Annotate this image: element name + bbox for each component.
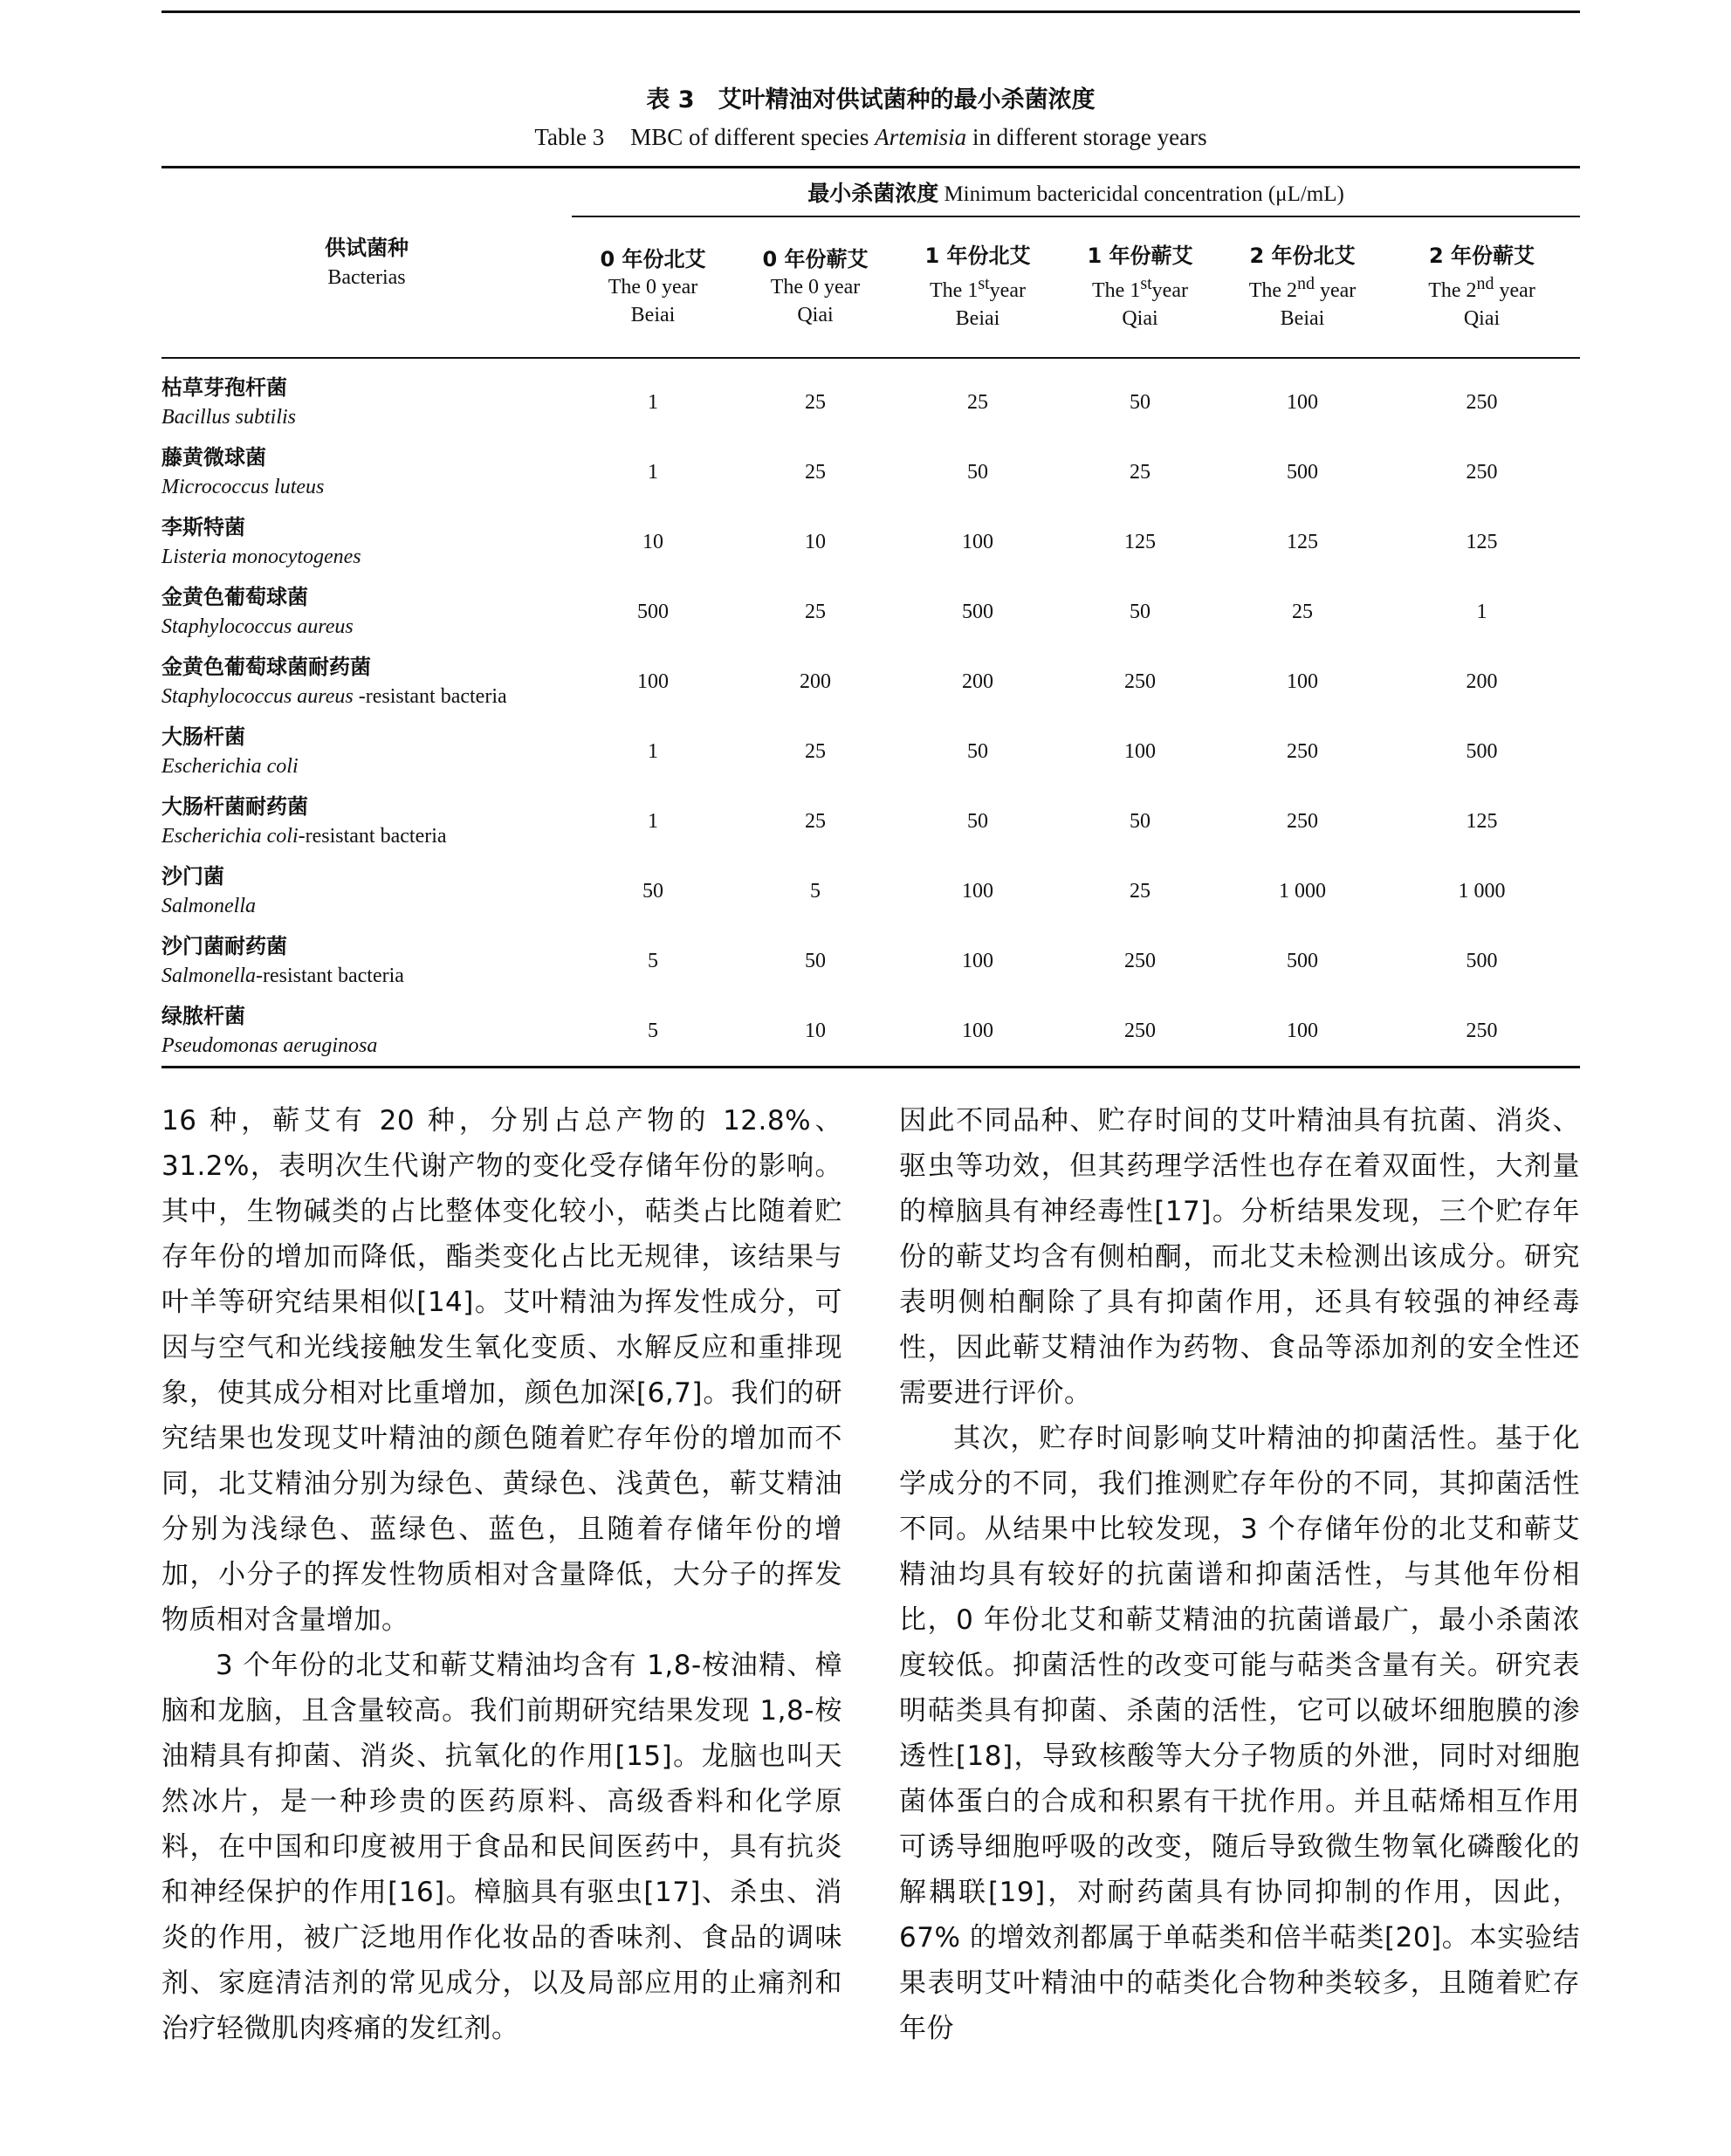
mbc-value: 10 (805, 1019, 826, 1042)
mbc-value: 100 (962, 530, 993, 553)
bacteria-scientific-name: Bacillus subtilis (161, 406, 297, 429)
table-caption-text-a: MBC of different species (630, 124, 876, 150)
column-header (572, 216, 734, 358)
table-row (161, 358, 1580, 437)
column-header-en-year: The 1styear (1092, 274, 1188, 302)
table-caption-en (161, 124, 1580, 151)
mbc-value: 100 (1124, 739, 1156, 763)
mbc-table (161, 166, 1580, 1068)
bacteria-name-cn: 金黄色葡萄球菌耐药菌 (161, 655, 371, 679)
table-caption-genus: Artemisia (875, 124, 967, 150)
mbc-value: 125 (1287, 530, 1318, 553)
bacteria-header-en: Bacterias (327, 266, 406, 289)
paragraph: 16 种，蕲艾有 20 种，分别占总产物的 12.8%、31.2%，表明次生代谢产物的变化受存储年份的影响。其中，生物碱类的占比整体变化较小，萜类占比随着贮存年份的增加而降低，酯类变化占比无规律，该结果与叶羊等研究结果相似[14]。艾叶精油为挥发性成分，可因与空气和光线接触发生氧化变质、水解反应和重排现象，使其成分相对比重增加，颜色加深[6,7]。我们的研究结果也发现艾叶精油的颜色随着贮存年份的增加而不同，北艾精油分别为绿色、黄绿色、浅黄色，蕲艾精油分别为浅绿色、蓝绿色、蓝色，且随着存储年份的增加，小分子的挥发性物质相对含量降低，大分子的挥发物质相对含量增加。 (161, 1105, 842, 1636)
paragraph: 3 个年份的北艾和蕲艾精油均含有 1,8-桉油精、樟脑和龙脑，且含量较高。我们前期研究结果发现 1,8-桉油精具有抑菌、消炎、抗氧化的作用[15]。龙脑也叫天然冰片，是一种珍贵的医药原料、高级香料和化学原料，在中国和印度被用于食品和民间医药中，具有抗炎和神经保护的作用[16]。樟脑具有驱虫[17]、杀虫、消炎的作用，被广泛地用作化妆品的香味剂、食品的调味剂、家庭清洁剂的常见成分，以及局部应用的止痛剂和治疗轻微肌肉疼痛的发红剂。 (161, 1650, 842, 2044)
mbc-value: 500 (962, 600, 993, 623)
bacteria-name-sci (161, 472, 572, 502)
mbc-value: 25 (805, 600, 826, 623)
column-header (1384, 216, 1580, 358)
column-header-en-year: The 0 year (770, 276, 861, 299)
mbc-span-header-en: Minimum bactericidal concentration (μL/mL) (938, 182, 1344, 206)
mbc-value: 1 000 (1458, 879, 1506, 903)
resistance-suffix: -resistant bacteria (256, 965, 404, 987)
bacteria-name (161, 437, 572, 507)
bacteria-scientific-name: Staphylococcus aureus (161, 615, 354, 638)
mbc-value: 200 (800, 669, 831, 693)
bacteria-name-cn: 沙门菌耐药菌 (161, 934, 287, 958)
table-row (161, 507, 1580, 577)
bacteria-name-cn: 金黄色葡萄球菌 (161, 585, 308, 609)
mbc-value: 50 (967, 809, 988, 833)
table-row (161, 577, 1580, 647)
mbc-value: 50 (1130, 390, 1151, 414)
table-caption-text-b: in different storage years (966, 124, 1207, 150)
mbc-value: 50 (642, 879, 663, 903)
column-header-variety: Qiai (1463, 307, 1501, 330)
bacteria-header (161, 168, 572, 359)
bacteria-scientific-name: Micrococcus luteus (161, 476, 325, 498)
table-caption-cn: 表 3 艾叶精油对供试菌种的最小杀菌浓度 (646, 86, 1096, 113)
mbc-value: 250 (1466, 390, 1498, 414)
mbc-value: 100 (962, 879, 993, 903)
bacteria-scientific-name: Salmonella (161, 895, 256, 917)
bacteria-name (161, 647, 572, 717)
mbc-value: 50 (967, 460, 988, 484)
mbc-value: 25 (805, 809, 826, 833)
bacteria-name (161, 786, 572, 856)
table-row (161, 786, 1580, 856)
mbc-value: 1 000 (1279, 879, 1326, 903)
mbc-value: 250 (1466, 460, 1498, 484)
bacteria-name-sci (161, 891, 572, 921)
bacteria-name-sci (161, 682, 572, 711)
mbc-value: 500 (1466, 949, 1498, 972)
bacteria-name (161, 717, 572, 786)
mbc-value: 500 (637, 600, 669, 623)
bacteria-name-sci (161, 1031, 572, 1061)
resistance-suffix: -resistant bacteria (298, 825, 447, 848)
column-header-cn: 0 年份蕲艾 (762, 247, 869, 271)
column-header-cn: 0 年份北艾 (600, 247, 706, 271)
bacteria-scientific-name: Pseudomonas aeruginosa (161, 1034, 378, 1057)
bacteria-scientific-name: Salmonella (161, 965, 256, 987)
column-header-ordinal: st (978, 274, 990, 293)
mbc-value: 50 (1130, 809, 1151, 833)
bacteria-name (161, 577, 572, 647)
mbc-value: 125 (1466, 530, 1498, 553)
mbc-value: 25 (805, 739, 826, 763)
column-header-variety: Qiai (1122, 307, 1158, 330)
body-column-left (161, 1098, 842, 2051)
mbc-value: 250 (1124, 949, 1156, 972)
bacteria-scientific-name: Listeria monocytogenes (161, 546, 361, 568)
mbc-value: 250 (1287, 809, 1318, 833)
column-header-variety: Beiai (630, 304, 676, 326)
bacteria-scientific-name: Staphylococcus aureus (161, 685, 354, 708)
paragraph: 其次，贮存时间影响艾叶精油的抑菌活性。基于化学成分的不同，我们推测贮存年份的不同，其抑菌活性不同。从结果中比较发现，3 个存储年份的北艾和蕲艾精油均具有较好的抗菌谱和抑菌活性，与其他年份相比，0 年份北艾和蕲艾精油的抗菌谱最广，最小杀菌浓度较低。抑菌活性的改变可能与萜类含量有关。研究表明萜类具有抑菌、杀菌的活性，它可以破坏细胞膜的渗透性[18]，导致核酸等大分子物质的外泄，同时对细胞菌体蛋白的合成和积累有干扰作用。并且萜烯相互作用可诱导细胞呼吸的改变，随后导致微生物氧化磷酸化的解耦联[19]，对耐药菌具有协同抑制的作用，因此，67% 的增效剂都属于单萜类和倍半萜类[20]。本实验结果表明艾叶精油中的萜类化合物种类较多，且随着贮存年份 (899, 1423, 1580, 2044)
bacteria-name-sci (161, 542, 572, 572)
mbc-value: 200 (1466, 669, 1498, 693)
bacteria-name (161, 926, 572, 996)
bacteria-name (161, 358, 572, 437)
column-header-en-year: The 2nd year (1428, 274, 1535, 302)
mbc-span-header (572, 168, 1580, 217)
table-row (161, 996, 1580, 1068)
bacteria-name-cn: 绿脓杆菌 (161, 1004, 245, 1028)
bacteria-scientific-name: Escherichia coli (161, 825, 299, 848)
mbc-value: 25 (1130, 460, 1151, 484)
mbc-value: 5 (810, 879, 821, 903)
mbc-value: 1 (1476, 600, 1487, 623)
column-header-cn: 2 年份蕲艾 (1428, 244, 1535, 268)
mbc-value: 250 (1466, 1019, 1498, 1042)
bacteria-name-cn: 大肠杆菌 (161, 724, 245, 749)
mbc-value: 5 (648, 949, 658, 972)
mbc-value: 50 (1130, 600, 1151, 623)
bacteria-name-sci (161, 402, 572, 432)
column-header (896, 216, 1059, 358)
mbc-value: 5 (648, 1019, 658, 1042)
table-row (161, 717, 1580, 786)
mbc-value: 1 (648, 809, 658, 833)
mbc-value: 250 (1124, 669, 1156, 693)
bacteria-name-sci (161, 961, 572, 991)
column-header-variety: Beiai (955, 307, 1000, 330)
mbc-value: 25 (805, 390, 826, 414)
mbc-value: 50 (805, 949, 826, 972)
column-header-variety: Qiai (797, 304, 834, 326)
bacteria-name-sci (161, 821, 572, 851)
bacteria-name-sci (161, 612, 572, 642)
bacteria-name-cn: 大肠杆菌耐药菌 (161, 794, 308, 819)
table-row (161, 647, 1580, 717)
resistance-suffix: -resistant bacteria (353, 685, 507, 708)
mbc-value: 200 (962, 669, 993, 693)
mbc-value: 100 (962, 949, 993, 972)
mbc-value: 125 (1124, 530, 1156, 553)
column-header-cn: 2 年份北艾 (1249, 244, 1356, 268)
mbc-value: 100 (1287, 669, 1318, 693)
table-row (161, 437, 1580, 507)
column-header (734, 216, 896, 358)
column-header-ordinal: nd (1297, 274, 1315, 293)
mbc-value: 100 (962, 1019, 993, 1042)
mbc-value: 500 (1466, 739, 1498, 763)
bacteria-name-cn: 枯草芽孢杆菌 (161, 375, 287, 400)
mbc-value: 100 (1287, 1019, 1318, 1042)
table-row (161, 856, 1580, 926)
mbc-value: 100 (637, 669, 669, 693)
column-header-variety: Beiai (1280, 307, 1325, 330)
bacteria-name-cn: 李斯特菌 (161, 515, 245, 539)
column-header-en-year: The 2nd year (1248, 274, 1357, 302)
bacteria-name-sci (161, 752, 572, 781)
column-header-cn: 1 年份蕲艾 (1087, 244, 1193, 268)
mbc-value: 10 (642, 530, 663, 553)
mbc-span-header-cn: 最小杀菌浓度 (807, 181, 939, 206)
mbc-value: 10 (805, 530, 826, 553)
mbc-value: 500 (1287, 949, 1318, 972)
bacteria-name (161, 996, 572, 1068)
mbc-value: 100 (1287, 390, 1318, 414)
mbc-value: 25 (805, 460, 826, 484)
mbc-value: 1 (648, 739, 658, 763)
mbc-value: 250 (1124, 1019, 1156, 1042)
mbc-value: 1 (648, 460, 658, 484)
bacteria-name-cn: 沙门菌 (161, 864, 224, 889)
bacteria-header-cn: 供试菌种 (325, 236, 409, 260)
column-header-en-year: The 1styear (930, 274, 1026, 302)
paragraph: 因此不同品种、贮存时间的艾叶精油具有抗菌、消炎、驱虫等功效，但其药理学活性也存在着双面性，大剂量的樟脑具有神经毒性[17]。分析结果发现，三个贮存年份的蕲艾均含有侧柏酮，而北艾未检测出该成分。研究表明侧柏酮除了具有抑菌作用，还具有较强的神经毒性，因此蕲艾精油作为药物、食品等添加剂的安全性还需要进行评价。 (899, 1105, 1580, 1409)
header-rule (161, 10, 1580, 13)
mbc-value: 250 (1287, 739, 1318, 763)
column-header-en-year: The 0 year (608, 276, 698, 299)
column-header (1059, 216, 1221, 358)
bacteria-name (161, 507, 572, 577)
mbc-value: 1 (648, 390, 658, 414)
mbc-value: 125 (1466, 809, 1498, 833)
column-header (1221, 216, 1384, 358)
mbc-value: 500 (1287, 460, 1318, 484)
mbc-value: 25 (1130, 879, 1151, 903)
column-header-cn: 1 年份北艾 (924, 244, 1031, 268)
mbc-value: 50 (967, 739, 988, 763)
column-header-ordinal: nd (1476, 274, 1494, 293)
bacteria-name (161, 856, 572, 926)
mbc-value: 25 (967, 390, 988, 414)
column-header-ordinal: st (1140, 274, 1152, 293)
body-column-right (899, 1098, 1580, 2051)
bacteria-name-cn: 藤黄微球菌 (161, 445, 266, 470)
bacteria-scientific-name: Escherichia coli (161, 755, 299, 778)
table-row (161, 926, 1580, 996)
table-caption-label: Table 3 (534, 124, 605, 150)
mbc-value: 25 (1292, 600, 1313, 623)
